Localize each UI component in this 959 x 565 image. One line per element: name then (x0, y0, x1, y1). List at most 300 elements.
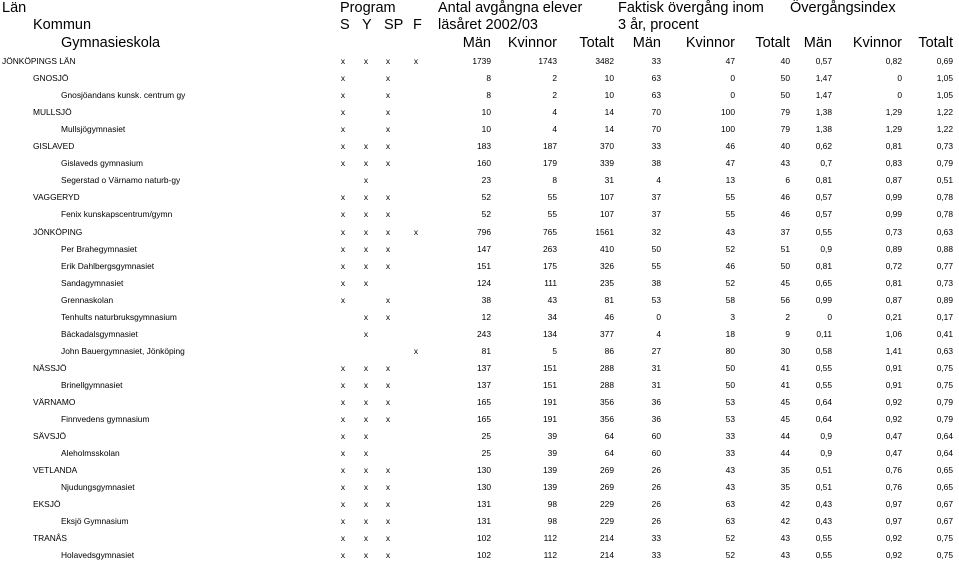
index-totalt-cell: 1,05 (936, 73, 953, 84)
index-kvinnor-cell: 0,72 (885, 260, 902, 271)
index-kvinnor-cell: 0,21 (885, 311, 902, 322)
faktisk-totalt-cell: 6 (785, 175, 790, 186)
antal-man-cell: 8 (486, 73, 491, 84)
faktisk-kvinnor-cell: 52 (725, 533, 735, 544)
index-man-cell: 0,57 (815, 56, 832, 66)
prog-y-cell: x (363, 328, 369, 339)
region-name-cell: VETLANDA (33, 465, 78, 476)
index-kvinnor-cell: 0,47 (885, 448, 902, 459)
prog-y-cell: x (363, 56, 369, 66)
prog-y-cell: x (363, 243, 369, 254)
faktisk-totalt-cell: 35 (780, 465, 790, 476)
table-row (0, 377, 959, 394)
prog-y-cell: x (363, 277, 369, 288)
faktisk-man-cell: 33 (651, 550, 661, 561)
antal-totalt-cell: 288 (600, 362, 614, 373)
antal-totalt-cell: 339 (600, 158, 614, 169)
index-totalt-cell: 0,75 (936, 533, 953, 544)
faktisk-man-cell: 33 (651, 141, 661, 152)
faktisk-totalt-cell: 50 (780, 73, 790, 84)
prog-y-cell: x (363, 533, 369, 544)
header-prog-s: S (340, 17, 350, 33)
antal-man-cell: 52 (481, 192, 491, 203)
prog-sp-cell: x (385, 192, 391, 203)
faktisk-man-cell: 26 (651, 482, 661, 493)
prog-sp-cell: x (385, 397, 391, 407)
school-name-cell: Gislaveds gymnasium (61, 158, 143, 169)
prog-sp-cell: x (385, 379, 391, 390)
antal-man-cell: 1739 (472, 56, 491, 66)
header-faktisk-kvinnor: Kvinnor (685, 35, 735, 51)
header-faktisk-totalt: Totalt (755, 35, 790, 51)
faktisk-kvinnor-cell: 52 (725, 277, 735, 288)
antal-kvinnor-cell: 191 (543, 397, 557, 407)
index-totalt-cell: 0,88 (936, 243, 953, 254)
faktisk-man-cell: 37 (651, 192, 661, 203)
antal-totalt-cell: 356 (600, 414, 614, 425)
region-name-cell: JÖNKÖPINGS LÄN (2, 56, 76, 66)
index-man-cell: 0,99 (815, 294, 832, 305)
faktisk-man-cell: 70 (651, 124, 661, 135)
table-row (0, 513, 959, 530)
faktisk-man-cell: 36 (651, 414, 661, 425)
school-name-cell: Per Brahegymnasiet (61, 243, 137, 254)
faktisk-totalt-cell: 44 (780, 431, 790, 442)
antal-man-cell: 183 (477, 141, 491, 152)
faktisk-totalt-cell: 9 (785, 328, 790, 339)
antal-kvinnor-cell: 175 (543, 260, 557, 271)
antal-totalt-cell: 64 (604, 448, 614, 459)
index-man-cell: 0,81 (815, 260, 832, 271)
index-man-cell: 0,57 (815, 192, 832, 203)
antal-totalt-cell: 235 (600, 277, 614, 288)
index-man-cell: 0,58 (815, 345, 832, 356)
school-name-cell: Bäckadalsgymnasiet (61, 328, 138, 339)
prog-y-cell: x (363, 550, 369, 561)
prog-y-cell: x (363, 516, 369, 527)
faktisk-man-cell: 37 (651, 209, 661, 220)
prog-s-cell: x (340, 73, 346, 84)
faktisk-man-cell: 63 (651, 73, 661, 84)
prog-y-cell: x (363, 158, 369, 169)
table-row (0, 547, 959, 564)
header-prog-y: Y (362, 17, 372, 33)
index-kvinnor-cell: 1,06 (885, 328, 902, 339)
prog-s-cell: x (340, 243, 346, 254)
antal-man-cell: 165 (477, 414, 491, 425)
faktisk-totalt-cell: 43 (780, 533, 790, 544)
prog-s-cell: x (340, 294, 346, 305)
prog-y-cell: x (363, 175, 369, 186)
index-man-cell: 0 (827, 311, 832, 322)
antal-man-cell: 102 (477, 533, 491, 544)
prog-s-cell: x (340, 90, 346, 101)
antal-kvinnor-cell: 151 (543, 362, 557, 373)
index-man-cell: 0,9 (820, 243, 832, 254)
antal-kvinnor-cell: 55 (547, 192, 557, 203)
antal-kvinnor-cell: 34 (547, 311, 557, 322)
region-name-cell: GNOSJÖ (33, 73, 69, 84)
faktisk-man-cell: 4 (656, 328, 661, 339)
table-row (0, 224, 959, 241)
prog-sp-cell: x (385, 550, 391, 561)
region-name-cell: EKSJÖ (33, 499, 61, 510)
index-kvinnor-cell: 0,83 (885, 158, 902, 169)
antal-man-cell: 52 (481, 209, 491, 220)
index-kvinnor-cell: 0,92 (885, 533, 902, 544)
index-kvinnor-cell: 0,91 (885, 379, 902, 390)
antal-totalt-cell: 288 (600, 379, 614, 390)
antal-totalt-cell: 10 (604, 73, 614, 84)
faktisk-totalt-cell: 45 (780, 277, 790, 288)
faktisk-kvinnor-cell: 52 (725, 550, 735, 561)
table-row (0, 394, 959, 411)
table-row (0, 258, 959, 275)
region-name-cell: VAGGERYD (33, 192, 80, 203)
antal-man-cell: 165 (477, 397, 491, 407)
faktisk-man-cell: 70 (651, 107, 661, 118)
prog-s-cell: x (340, 192, 346, 203)
index-kvinnor-cell: 0,81 (885, 277, 902, 288)
school-name-cell: Grennaskolan (61, 294, 114, 305)
prog-s-cell: x (340, 516, 346, 527)
faktisk-man-cell: 26 (651, 516, 661, 527)
antal-totalt-cell: 14 (604, 107, 614, 118)
prog-y-cell: x (363, 362, 369, 373)
prog-s-cell: x (340, 141, 346, 152)
prog-sp-cell: x (385, 294, 391, 305)
table-row (0, 292, 959, 309)
index-totalt-cell: 0,65 (936, 465, 953, 476)
antal-totalt-cell: 10 (604, 90, 614, 101)
faktisk-totalt-cell: 45 (780, 414, 790, 425)
index-totalt-cell: 1,05 (936, 90, 953, 101)
index-man-cell: 0,9 (820, 448, 832, 459)
table-row (0, 275, 959, 292)
antal-man-cell: 12 (481, 311, 491, 322)
faktisk-kvinnor-cell: 13 (725, 175, 735, 186)
prog-y-cell: x (363, 397, 369, 407)
index-kvinnor-cell: 0,73 (885, 226, 902, 237)
faktisk-totalt-cell: 79 (780, 107, 790, 118)
antal-kvinnor-cell: 2 (552, 73, 557, 84)
faktisk-man-cell: 38 (651, 277, 661, 288)
header-gymnasieskola: Gymnasieskola (61, 35, 161, 51)
table-row (0, 411, 959, 428)
antal-totalt-cell: 81 (604, 294, 614, 305)
faktisk-totalt-cell: 40 (780, 56, 790, 66)
antal-kvinnor-cell: 187 (543, 141, 557, 152)
index-man-cell: 1,47 (815, 73, 832, 84)
prog-sp-cell: x (385, 311, 391, 322)
school-name-cell: Gnosjöandans kunsk. centrum gy (61, 90, 186, 101)
prog-f-cell: x (413, 345, 419, 356)
prog-y-cell: x (363, 192, 369, 203)
region-name-cell: TRANÅS (33, 533, 67, 544)
faktisk-totalt-cell: 51 (780, 243, 790, 254)
school-name-cell: Holavedsgymnasiet (61, 550, 135, 561)
antal-man-cell: 10 (481, 107, 491, 118)
faktisk-kvinnor-cell: 63 (725, 499, 735, 510)
antal-totalt-cell: 229 (600, 516, 614, 527)
prog-s-cell: x (340, 499, 346, 510)
faktisk-man-cell: 31 (651, 362, 661, 373)
header-index-man: Män (803, 35, 832, 51)
prog-y-cell: x (363, 448, 369, 459)
table-row (0, 70, 959, 87)
faktisk-kvinnor-cell: 33 (725, 448, 735, 459)
header-kommun: Kommun (33, 17, 92, 33)
header-antal-year: läsåret 2002/03 (438, 17, 538, 33)
table-row (0, 326, 959, 343)
index-totalt-cell: 0,75 (936, 362, 953, 373)
index-kvinnor-cell: 1,29 (885, 107, 902, 118)
index-man-cell: 0,81 (815, 175, 832, 186)
antal-kvinnor-cell: 39 (547, 448, 557, 459)
index-totalt-cell: 1,22 (936, 124, 953, 135)
faktisk-kvinnor-cell: 0 (730, 73, 735, 84)
school-name-cell: Njudungsgymnasiet (61, 482, 135, 493)
faktisk-kvinnor-cell: 80 (725, 345, 735, 356)
prog-sp-cell: x (385, 141, 391, 152)
faktisk-totalt-cell: 43 (780, 158, 790, 169)
faktisk-man-cell: 50 (651, 243, 661, 254)
index-totalt-cell: 0,41 (936, 328, 953, 339)
faktisk-totalt-cell: 46 (780, 192, 790, 203)
table-row (0, 53, 959, 70)
antal-kvinnor-cell: 765 (543, 226, 557, 237)
index-kvinnor-cell: 0,92 (885, 550, 902, 561)
index-kvinnor-cell: 0,99 (885, 192, 902, 203)
antal-kvinnor-cell: 134 (543, 328, 557, 339)
antal-kvinnor-cell: 2 (552, 90, 557, 101)
antal-totalt-cell: 410 (600, 243, 614, 254)
table-row (0, 462, 959, 479)
faktisk-kvinnor-cell: 100 (721, 124, 735, 135)
prog-sp-cell: x (385, 414, 391, 425)
antal-kvinnor-cell: 4 (552, 124, 557, 135)
header-lan: Län (2, 0, 27, 16)
prog-f-cell: x (413, 56, 419, 66)
antal-man-cell: 796 (477, 226, 491, 237)
index-totalt-cell: 0,67 (936, 499, 953, 510)
antal-man-cell: 147 (477, 243, 491, 254)
region-name-cell: JÖNKÖPING (33, 226, 83, 237)
antal-kvinnor-cell: 1743 (538, 56, 557, 66)
index-man-cell: 0,7 (820, 158, 832, 169)
faktisk-man-cell: 53 (651, 294, 661, 305)
antal-man-cell: 23 (481, 175, 491, 186)
faktisk-kvinnor-cell: 43 (725, 482, 735, 493)
prog-y-cell: x (363, 465, 369, 476)
antal-totalt-cell: 31 (604, 175, 614, 186)
index-man-cell: 0,64 (815, 397, 832, 407)
antal-kvinnor-cell: 112 (543, 550, 557, 561)
index-man-cell: 0,62 (815, 141, 832, 152)
header-index-totalt: Totalt (918, 35, 953, 51)
prog-sp-cell: x (385, 533, 391, 544)
antal-kvinnor-cell: 43 (547, 294, 557, 305)
prog-sp-cell: x (385, 90, 391, 101)
prog-y-cell: x (363, 482, 369, 493)
antal-kvinnor-cell: 4 (552, 107, 557, 118)
region-name-cell: NÄSSJÖ (33, 362, 67, 373)
table-row (0, 496, 959, 513)
school-name-cell: Finnvedens gymnasium (61, 414, 150, 425)
antal-man-cell: 25 (481, 448, 491, 459)
index-totalt-cell: 0,89 (936, 294, 953, 305)
school-name-cell: Aleholmsskolan (61, 448, 120, 459)
faktisk-man-cell: 33 (651, 56, 661, 66)
prog-f-cell: x (413, 226, 419, 237)
index-man-cell: 1,38 (815, 124, 832, 135)
index-man-cell: 0,55 (815, 379, 832, 390)
header-faktisk-title: Faktisk övergång inom (618, 0, 764, 16)
prog-sp-cell: x (385, 482, 391, 493)
faktisk-kvinnor-cell: 43 (725, 465, 735, 476)
prog-sp-cell: x (385, 56, 391, 66)
index-man-cell: 1,47 (815, 90, 832, 101)
index-kvinnor-cell: 0,99 (885, 209, 902, 220)
index-kvinnor-cell: 0,76 (885, 465, 902, 476)
prog-s-cell: x (340, 226, 346, 237)
index-totalt-cell: 0,75 (936, 550, 953, 561)
table-row (0, 241, 959, 258)
prog-y-cell: x (363, 226, 369, 237)
prog-sp-cell: x (385, 465, 391, 476)
index-kvinnor-cell: 0,91 (885, 362, 902, 373)
faktisk-kvinnor-cell: 52 (725, 243, 735, 254)
faktisk-kvinnor-cell: 55 (725, 209, 735, 220)
prog-s-cell: x (340, 379, 346, 390)
faktisk-totalt-cell: 40 (780, 141, 790, 152)
antal-man-cell: 102 (477, 550, 491, 561)
index-totalt-cell: 0,67 (936, 516, 953, 527)
antal-totalt-cell: 229 (600, 499, 614, 510)
faktisk-kvinnor-cell: 0 (730, 90, 735, 101)
antal-kvinnor-cell: 191 (543, 414, 557, 425)
prog-sp-cell: x (385, 158, 391, 169)
faktisk-totalt-cell: 37 (780, 226, 790, 237)
index-man-cell: 0,55 (815, 362, 832, 373)
faktisk-totalt-cell: 56 (780, 294, 790, 305)
index-totalt-cell: 0,79 (936, 414, 953, 425)
school-name-cell: Mullsjögymnasiet (61, 124, 126, 135)
antal-kvinnor-cell: 39 (547, 431, 557, 442)
index-totalt-cell: 0,17 (936, 311, 953, 322)
school-name-cell: Brinellgymnasiet (61, 379, 123, 390)
school-name-cell: Eksjö Gymnasium (61, 516, 129, 527)
index-totalt-cell: 0,63 (936, 226, 953, 237)
index-totalt-cell: 0,78 (936, 192, 953, 203)
antal-totalt-cell: 370 (600, 141, 614, 152)
index-kvinnor-cell: 0,81 (885, 141, 902, 152)
table-row (0, 360, 959, 377)
index-kvinnor-cell: 0,47 (885, 431, 902, 442)
index-man-cell: 1,38 (815, 107, 832, 118)
header-antal-title: Antal avgångna elever (438, 0, 583, 16)
header-faktisk-man: Män (632, 35, 661, 51)
school-name-cell: John Bauergymnasiet, Jönköping (61, 345, 185, 356)
index-kvinnor-cell: 0,97 (885, 516, 902, 527)
index-kvinnor-cell: 1,29 (885, 124, 902, 135)
header-faktisk-subtitle: 3 år, procent (618, 17, 699, 33)
faktisk-totalt-cell: 35 (780, 482, 790, 493)
faktisk-totalt-cell: 46 (780, 209, 790, 220)
index-man-cell: 0,55 (815, 550, 832, 561)
table-row (0, 87, 959, 104)
prog-s-cell: x (340, 550, 346, 561)
prog-y-cell: x (363, 499, 369, 510)
index-totalt-cell: 0,78 (936, 209, 953, 220)
antal-man-cell: 130 (477, 482, 491, 493)
faktisk-totalt-cell: 50 (780, 260, 790, 271)
index-kvinnor-cell: 0 (897, 90, 902, 101)
index-totalt-cell: 1,22 (936, 107, 953, 118)
index-kvinnor-cell: 0,92 (885, 397, 902, 407)
faktisk-kvinnor-cell: 50 (725, 379, 735, 390)
faktisk-kvinnor-cell: 46 (725, 260, 735, 271)
faktisk-man-cell: 31 (651, 379, 661, 390)
faktisk-man-cell: 60 (651, 448, 661, 459)
antal-kvinnor-cell: 98 (547, 499, 557, 510)
antal-totalt-cell: 3482 (595, 56, 614, 66)
prog-sp-cell: x (385, 499, 391, 510)
index-totalt-cell: 0,64 (936, 431, 953, 442)
antal-totalt-cell: 14 (604, 124, 614, 135)
index-man-cell: 0,64 (815, 414, 832, 425)
faktisk-totalt-cell: 45 (780, 397, 790, 407)
table-row (0, 206, 959, 223)
region-name-cell: GISLAVED (33, 141, 75, 152)
faktisk-kvinnor-cell: 46 (725, 141, 735, 152)
antal-man-cell: 8 (486, 90, 491, 101)
index-totalt-cell: 0,73 (936, 141, 953, 152)
header-antal-man: Män (462, 35, 491, 51)
prog-s-cell: x (340, 533, 346, 544)
prog-y-cell: x (363, 414, 369, 425)
table-row (0, 428, 959, 445)
index-totalt-cell: 0,79 (936, 158, 953, 169)
faktisk-man-cell: 4 (656, 175, 661, 186)
school-name-cell: Sandagymnasiet (61, 277, 124, 288)
faktisk-totalt-cell: 41 (780, 362, 790, 373)
prog-s-cell: x (340, 260, 346, 271)
faktisk-totalt-cell: 2 (785, 311, 790, 322)
prog-y-cell: x (363, 379, 369, 390)
antal-totalt-cell: 1561 (595, 226, 614, 237)
faktisk-totalt-cell: 79 (780, 124, 790, 135)
prog-s-cell: x (340, 414, 346, 425)
index-totalt-cell: 0,69 (936, 56, 953, 66)
index-kvinnor-cell: 0,97 (885, 499, 902, 510)
faktisk-kvinnor-cell: 55 (725, 192, 735, 203)
index-man-cell: 0,51 (815, 465, 832, 476)
faktisk-totalt-cell: 42 (780, 516, 790, 527)
faktisk-kvinnor-cell: 3 (730, 311, 735, 322)
table-row (0, 138, 959, 155)
faktisk-man-cell: 38 (651, 158, 661, 169)
faktisk-man-cell: 26 (651, 499, 661, 510)
table-row (0, 121, 959, 138)
index-kvinnor-cell: 0,92 (885, 414, 902, 425)
antal-totalt-cell: 269 (600, 465, 614, 476)
antal-totalt-cell: 214 (600, 550, 614, 561)
table-row (0, 155, 959, 172)
prog-s-cell: x (340, 277, 346, 288)
antal-kvinnor-cell: 98 (547, 516, 557, 527)
index-kvinnor-cell: 0,82 (885, 56, 902, 66)
